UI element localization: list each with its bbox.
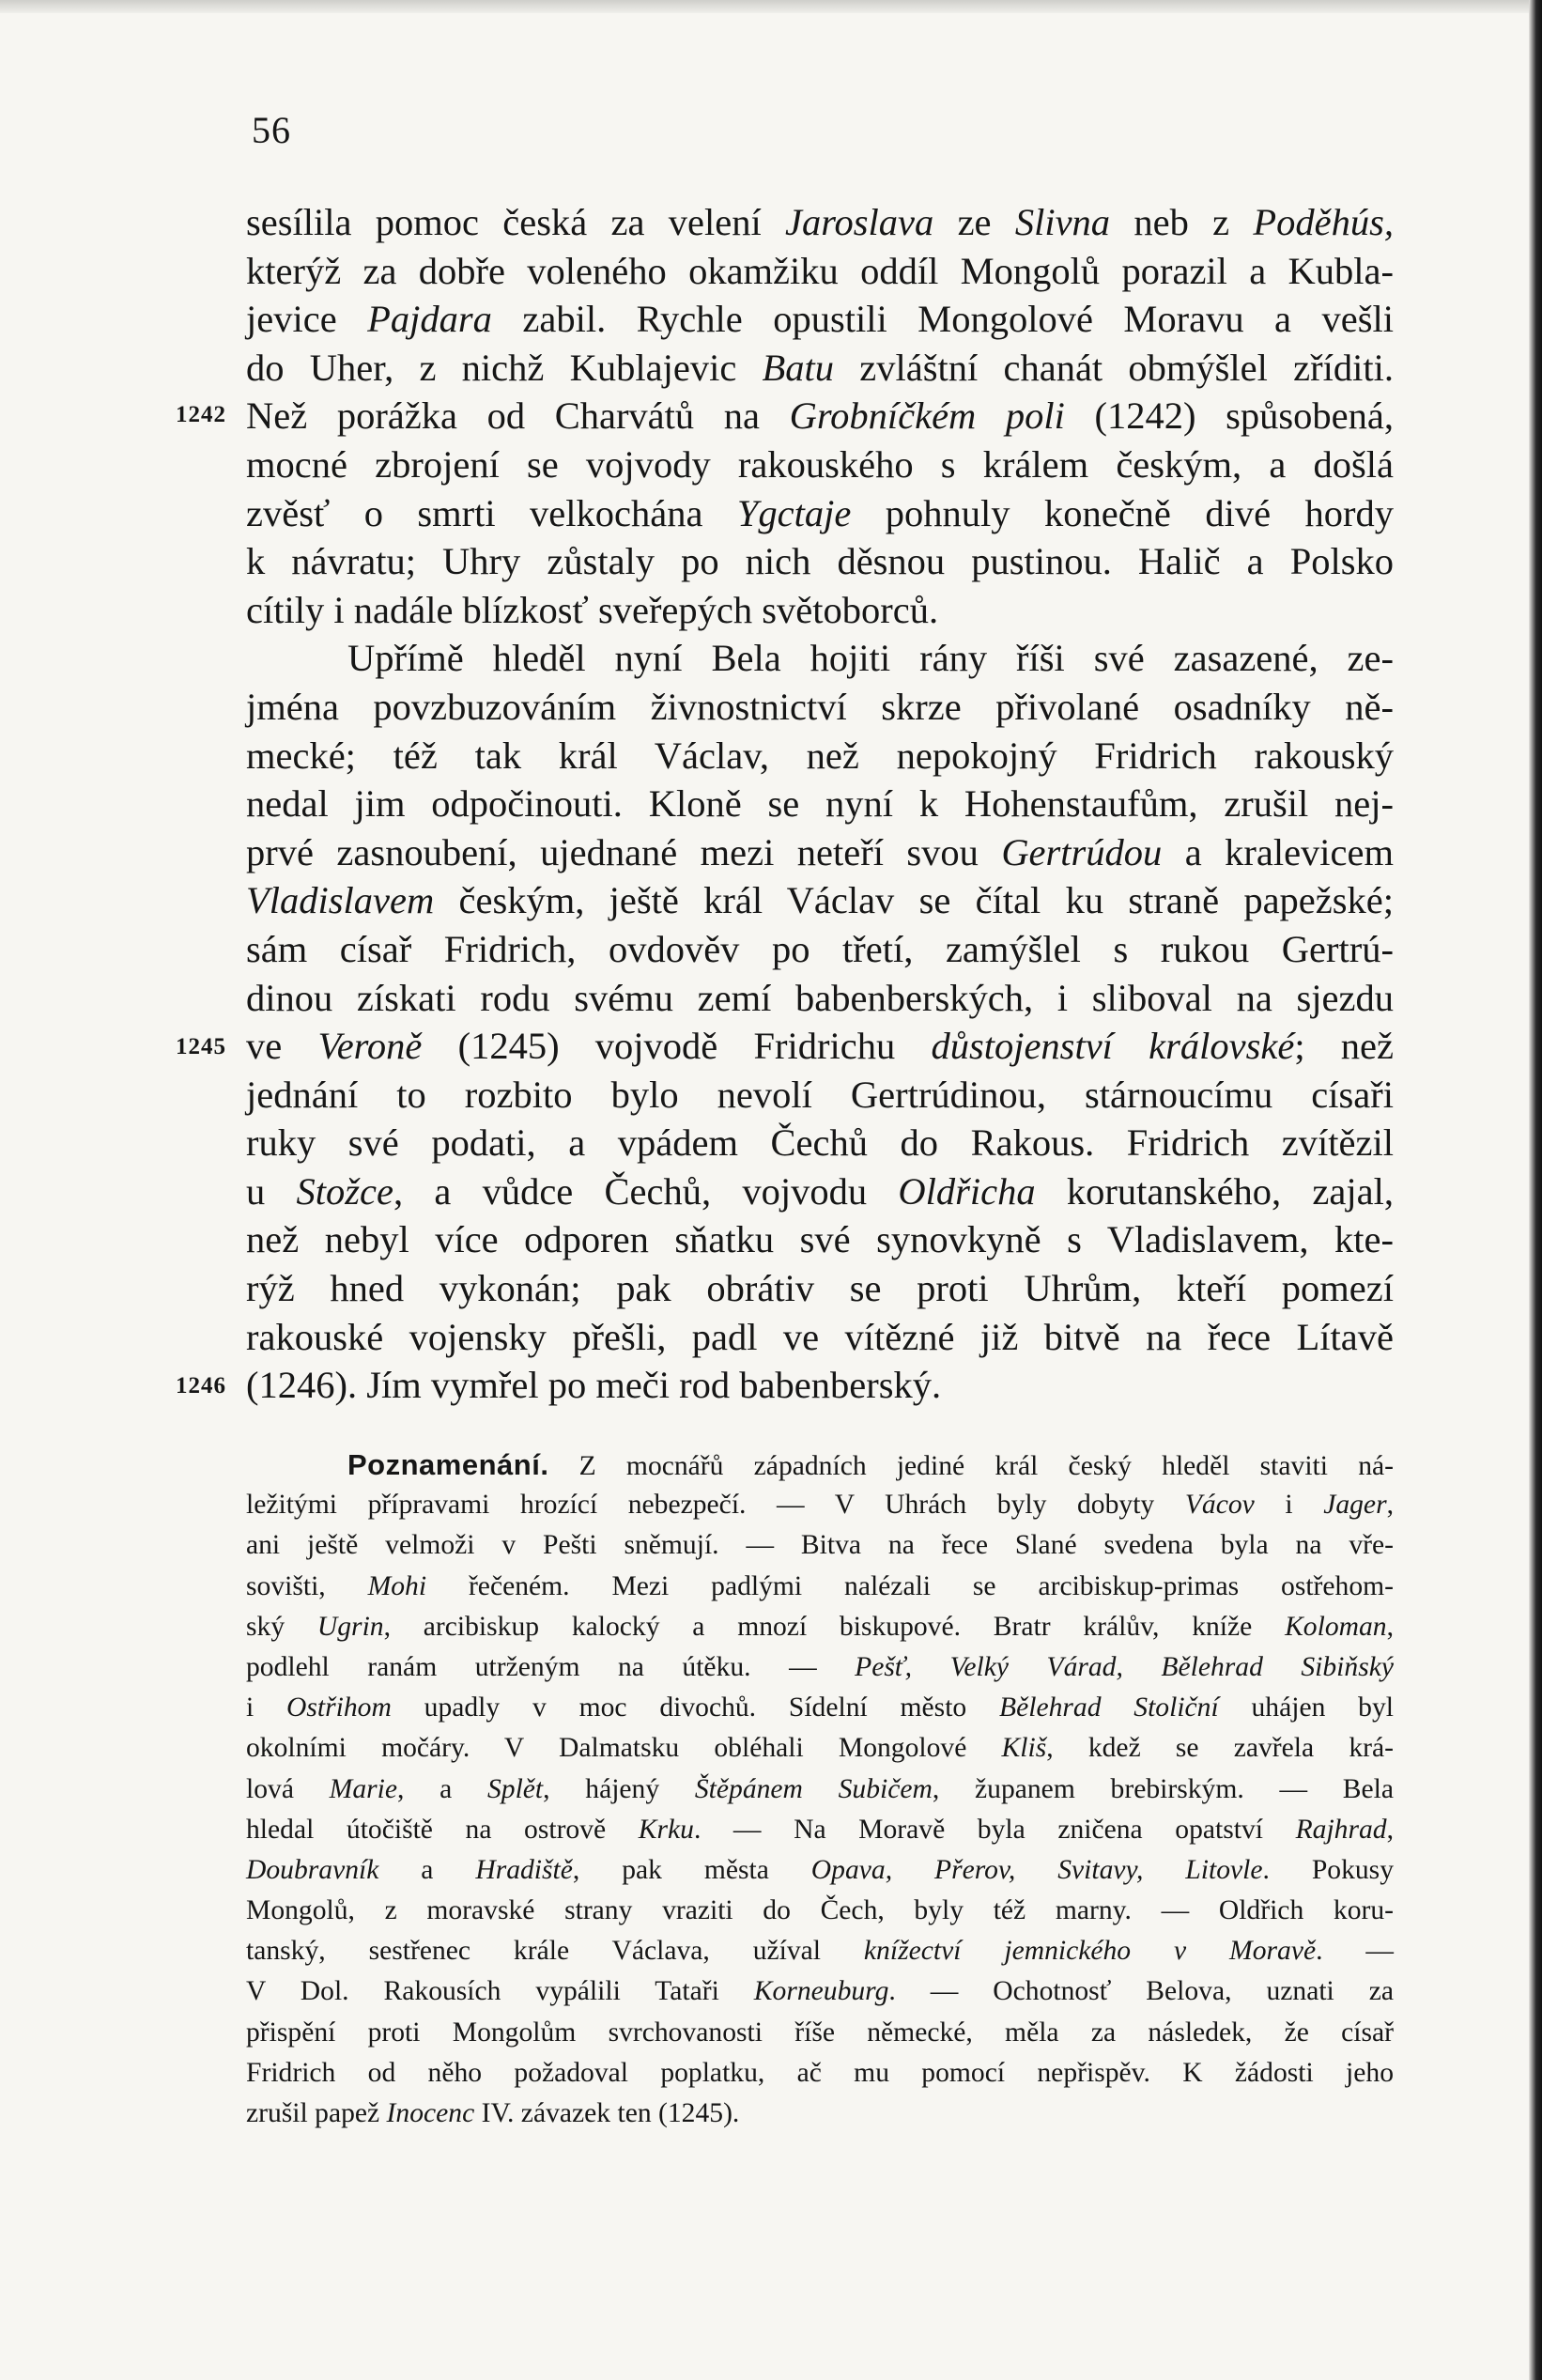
body-text: Ygctaje	[736, 491, 852, 534]
body-line	[246, 1022, 1394, 1071]
body-line	[246, 876, 1394, 925]
notes-line	[246, 1891, 1394, 1931]
page-top-edge	[0, 0, 1542, 13]
notes-text: a	[378, 1854, 476, 1885]
notes-line	[246, 1445, 1394, 1485]
body-text: u	[246, 1169, 297, 1213]
notes-text: ,	[1386, 1814, 1394, 1845]
notes-text: Pešť, Velký Várad, Bělehrad Sibiňský	[855, 1651, 1394, 1682]
body-text: ve	[246, 1025, 318, 1068]
body-line	[246, 780, 1394, 828]
body-text: jevice	[246, 298, 368, 341]
notes-text: Koloman	[1285, 1611, 1387, 1642]
body-text: Batu	[762, 346, 835, 389]
notes-text: . — Ochotnosť Belova, uznati za	[888, 1976, 1394, 2007]
body-text: důstojenství královské	[931, 1025, 1295, 1068]
notes-text: ský	[246, 1611, 317, 1642]
notes-text: uhájen byl	[1218, 1692, 1394, 1723]
body-text: pohnuly konečně divé hordy	[851, 491, 1394, 534]
body-line	[246, 1215, 1394, 1264]
body-text: do Uher, z nichž Kublajevic	[246, 346, 763, 389]
body-text: Vladislavem	[246, 879, 435, 922]
notes-text: lová	[246, 1773, 330, 1804]
body-text: jednání to rozbito bylo nevolí Gertrúdinou, stárnoucímu císaři	[246, 1073, 1394, 1116]
body-text: Jaroslava	[785, 201, 934, 243]
body-line	[246, 586, 1394, 635]
body-text: Stožce	[296, 1169, 393, 1213]
notes-line	[246, 1647, 1394, 1688]
body-line	[246, 683, 1394, 732]
notes-text: Štěpánem Subičem	[694, 1773, 933, 1804]
notes-line	[246, 1688, 1394, 1728]
notes-line	[246, 1485, 1394, 1525]
page-number: 56	[252, 109, 291, 151]
notes-text: i	[1254, 1490, 1324, 1521]
body-text: Oldřicha	[898, 1169, 1036, 1213]
notes-line	[246, 2053, 1394, 2094]
body-line	[246, 974, 1394, 1023]
notes-text: upadly v moc divochů. Sídelní město	[391, 1692, 1000, 1723]
body-text: sesílila pomoc česká za velení	[246, 201, 786, 243]
notes-line	[246, 1850, 1394, 1891]
body-line	[246, 198, 1394, 247]
notes-text: okolními močáry. V Dalmatsku obléhali Mongolové	[246, 1733, 1002, 1764]
body-text: (1246). Jím vymřel po meči rod babenberský.	[246, 1364, 942, 1407]
body-line	[246, 1167, 1394, 1216]
body-text: jména povzbuzováním živnostnictví skrze přivolané osadníky ně-	[246, 685, 1394, 728]
notes-line	[246, 1810, 1394, 1850]
body-text: ; než	[1294, 1025, 1394, 1068]
body-line	[246, 392, 1394, 440]
notes-line	[246, 2094, 1394, 2134]
body-text: ruky své podati, a vpádem Čechů do Rakous. Fridrich zvítězil	[246, 1121, 1394, 1165]
body-text: kterýž za dobře voleného okamžiku oddíl Mongolů porazil a Kubla-	[246, 249, 1394, 292]
notes-text: , arcibiskup kalocký a mnozí biskupové. Bratr králův, kníže	[383, 1611, 1286, 1642]
notes-text: ,	[1386, 1490, 1394, 1521]
notes-line	[246, 2013, 1394, 2053]
notes-line	[246, 1728, 1394, 1769]
notes-text: , županem brebirským. — Bela	[932, 1773, 1394, 1804]
body-text: , a vůdce Čechů, vojvodu	[393, 1169, 899, 1213]
notes-line	[246, 1931, 1394, 1971]
notes-heading: Poznamenání.	[347, 1448, 549, 1481]
body-text: korutanského, zajal,	[1035, 1169, 1394, 1213]
notes-text: V Dol. Rakousích vypálili Tataři	[246, 1976, 754, 2007]
notes-text: přispění proti Mongolům svrchovanosti říše německé, měla za následek, že císař	[246, 2017, 1394, 2048]
body-line	[246, 1313, 1394, 1362]
notes-text: ani ještě velmoži v Pešti sněmují. — Bitva na řece Slané svedena byla na vře-	[246, 1530, 1394, 1561]
notes-line	[246, 1567, 1394, 1607]
body-text: sám císař Fridrich, ovdověv po třetí, zamýšlel s rukou Gertrú-	[246, 927, 1394, 970]
notes-text: , pak města	[572, 1854, 811, 1885]
body-text: zabil. Rychle opustili Mongolové Moravu a vešli	[491, 298, 1394, 341]
body-text: Poděhús,	[1253, 201, 1395, 243]
notes-text: Bělehrad Stoliční	[999, 1692, 1219, 1723]
body-text: rýž hned vykonán; pak obrátiv se proti Uhrům, kteří pomezí	[246, 1267, 1394, 1310]
notes-text: . — Na Moravě byla zničena opatství	[693, 1814, 1296, 1845]
body-text: rakouské vojensky přešli, padl ve vítězné již bitvě na řece Lítavě	[246, 1315, 1394, 1358]
body-line	[246, 489, 1394, 538]
body-line	[246, 1071, 1394, 1120]
notes-text: Doubravník	[246, 1854, 379, 1885]
notes-text: Marie	[329, 1773, 397, 1804]
notes-text: Z mocnářů západních jediné král český hleděl staviti ná-	[548, 1451, 1394, 1481]
notes-text: sovišti,	[246, 1570, 368, 1601]
body-text: Slivna	[1014, 201, 1111, 243]
notes-text: Mongolů, z moravské strany vraziti do Čech, byly též marny. — Oldřich koru-	[246, 1895, 1394, 1926]
notes-text: Krku	[638, 1814, 694, 1845]
notes-text: Mohi	[367, 1570, 427, 1601]
body-text: mecké; též tak král Václav, než nepokojný Fridrich rakouský	[246, 734, 1394, 777]
body-text: mocné zbrojení se vojvody rakouského s králem českým, a došlá	[246, 442, 1394, 486]
notes-line	[246, 1525, 1394, 1566]
body-text: Veroně	[317, 1025, 423, 1068]
body-text: českým, ještě král Václav se čítal ku straně papežské;	[434, 879, 1394, 922]
notes-text: IV. závazek ten (1245).	[474, 2098, 740, 2128]
body-text: Upřímě hleděl nyní Bela hojiti rány říši své zasazené, ze-	[347, 637, 1394, 680]
margin-year-1242: 1242	[176, 402, 226, 427]
body-text: dinou získati rodu svému zemí babenberských, i sliboval na sjezdu	[246, 976, 1394, 1019]
notes-text: , hájený	[543, 1773, 695, 1804]
notes-text: Korneuburg	[753, 1976, 889, 2007]
notes-text: Vácov	[1184, 1490, 1255, 1521]
body-line	[246, 828, 1394, 877]
notes-text: Hradiště	[475, 1854, 573, 1885]
notes-text: knížectví jemnického v Moravě	[863, 1936, 1317, 1967]
body-line	[246, 925, 1394, 974]
body-text: neb z	[1110, 201, 1254, 243]
notes-text: řečeném. Mezi padlými nalézali se arcibiskup-primas ostřehom-	[426, 1570, 1395, 1601]
notes-text: zrušil papež	[246, 2098, 387, 2128]
notes-line	[246, 1971, 1394, 2012]
body-text: Pajdara	[367, 298, 492, 341]
notes-text: tanský, sestřenec krále Václava, užíval	[246, 1936, 864, 1967]
margin-year-1245: 1245	[176, 1034, 226, 1059]
notes-line	[246, 1770, 1394, 1810]
notes-text: , kdež se zavřela krá-	[1046, 1733, 1394, 1764]
notes-text: Fridrich od něho požadoval poplatku, ač mu pomocí nepřispěv. K žádosti jeho	[246, 2057, 1394, 2088]
notes-text: ,	[1386, 1611, 1394, 1642]
body-line	[246, 1119, 1394, 1167]
notes-text: Ostřihom	[286, 1692, 392, 1723]
notes-text: . Pokusy	[1262, 1854, 1394, 1885]
body-text: Gertrúdou	[1001, 830, 1163, 873]
body-text: Než porážka od Charvátů na	[246, 394, 790, 438]
body-line	[246, 247, 1394, 296]
notes-text: Ugrin	[316, 1611, 384, 1642]
notes-text: Rajhrad	[1295, 1814, 1387, 1845]
body-text: než nebyl více odporen sňatku své synovkyně s Vladislavem, kte-	[246, 1218, 1394, 1261]
margin-year-1246: 1246	[176, 1373, 226, 1399]
notes-text: Kliš	[1001, 1733, 1047, 1764]
body-text: (1245) vojvodě Fridrichu	[422, 1025, 932, 1068]
body-text: k návratu; Uhry zůstaly po nich děsnou pustinou. Halič a Polsko	[246, 540, 1394, 583]
body-text: ze	[933, 201, 1015, 243]
notes-text: , a	[397, 1773, 487, 1804]
notes-text: i	[246, 1692, 287, 1723]
body-line	[246, 1361, 1394, 1410]
body-text: zvěsť o smrti velkochána	[246, 491, 737, 534]
body-line	[246, 634, 1394, 683]
notes-text: . —	[1316, 1936, 1394, 1967]
body-text: nedal jim odpočinouti. Kloně se nyní k Hohenstaufům, zrušil nej-	[246, 782, 1394, 826]
notes-text: Jager	[1323, 1490, 1387, 1521]
body-text: zvláštní chanát obmýšlel zříditi.	[834, 346, 1395, 389]
notes-section	[246, 1445, 1394, 2134]
body-line	[246, 295, 1394, 344]
notes-text: Splět	[486, 1773, 544, 1804]
notes-text: podlehl ranám utrženým na útěku. —	[246, 1651, 856, 1682]
body-text	[246, 198, 1394, 1410]
body-text: prvé zasnoubení, ujednané mezi neteří svou	[246, 830, 1002, 873]
body-line	[246, 440, 1394, 489]
notes-text: Inocenc	[386, 2098, 475, 2128]
notes-text: ležitými přípravami hrozící nebezpečí. — V Uhrách byly dobyty	[246, 1490, 1185, 1521]
body-text: Grobníčkém poli	[789, 394, 1065, 438]
notes-line	[246, 1607, 1394, 1647]
body-text: a kralevicem	[1162, 830, 1394, 873]
body-line	[246, 537, 1394, 586]
body-text: (1242) spůsobená,	[1064, 394, 1394, 438]
body-text: cítily i nadále blízkosť sveřepých světoborců.	[246, 588, 939, 631]
body-line	[246, 732, 1394, 780]
body-line	[246, 1264, 1394, 1313]
page-binding-edge	[1529, 0, 1542, 2380]
notes-text: Opava, Přerov, Svitavy, Litovle	[810, 1854, 1263, 1885]
body-line	[246, 344, 1394, 393]
notes-text: hledal útočiště na ostrově	[246, 1814, 639, 1845]
